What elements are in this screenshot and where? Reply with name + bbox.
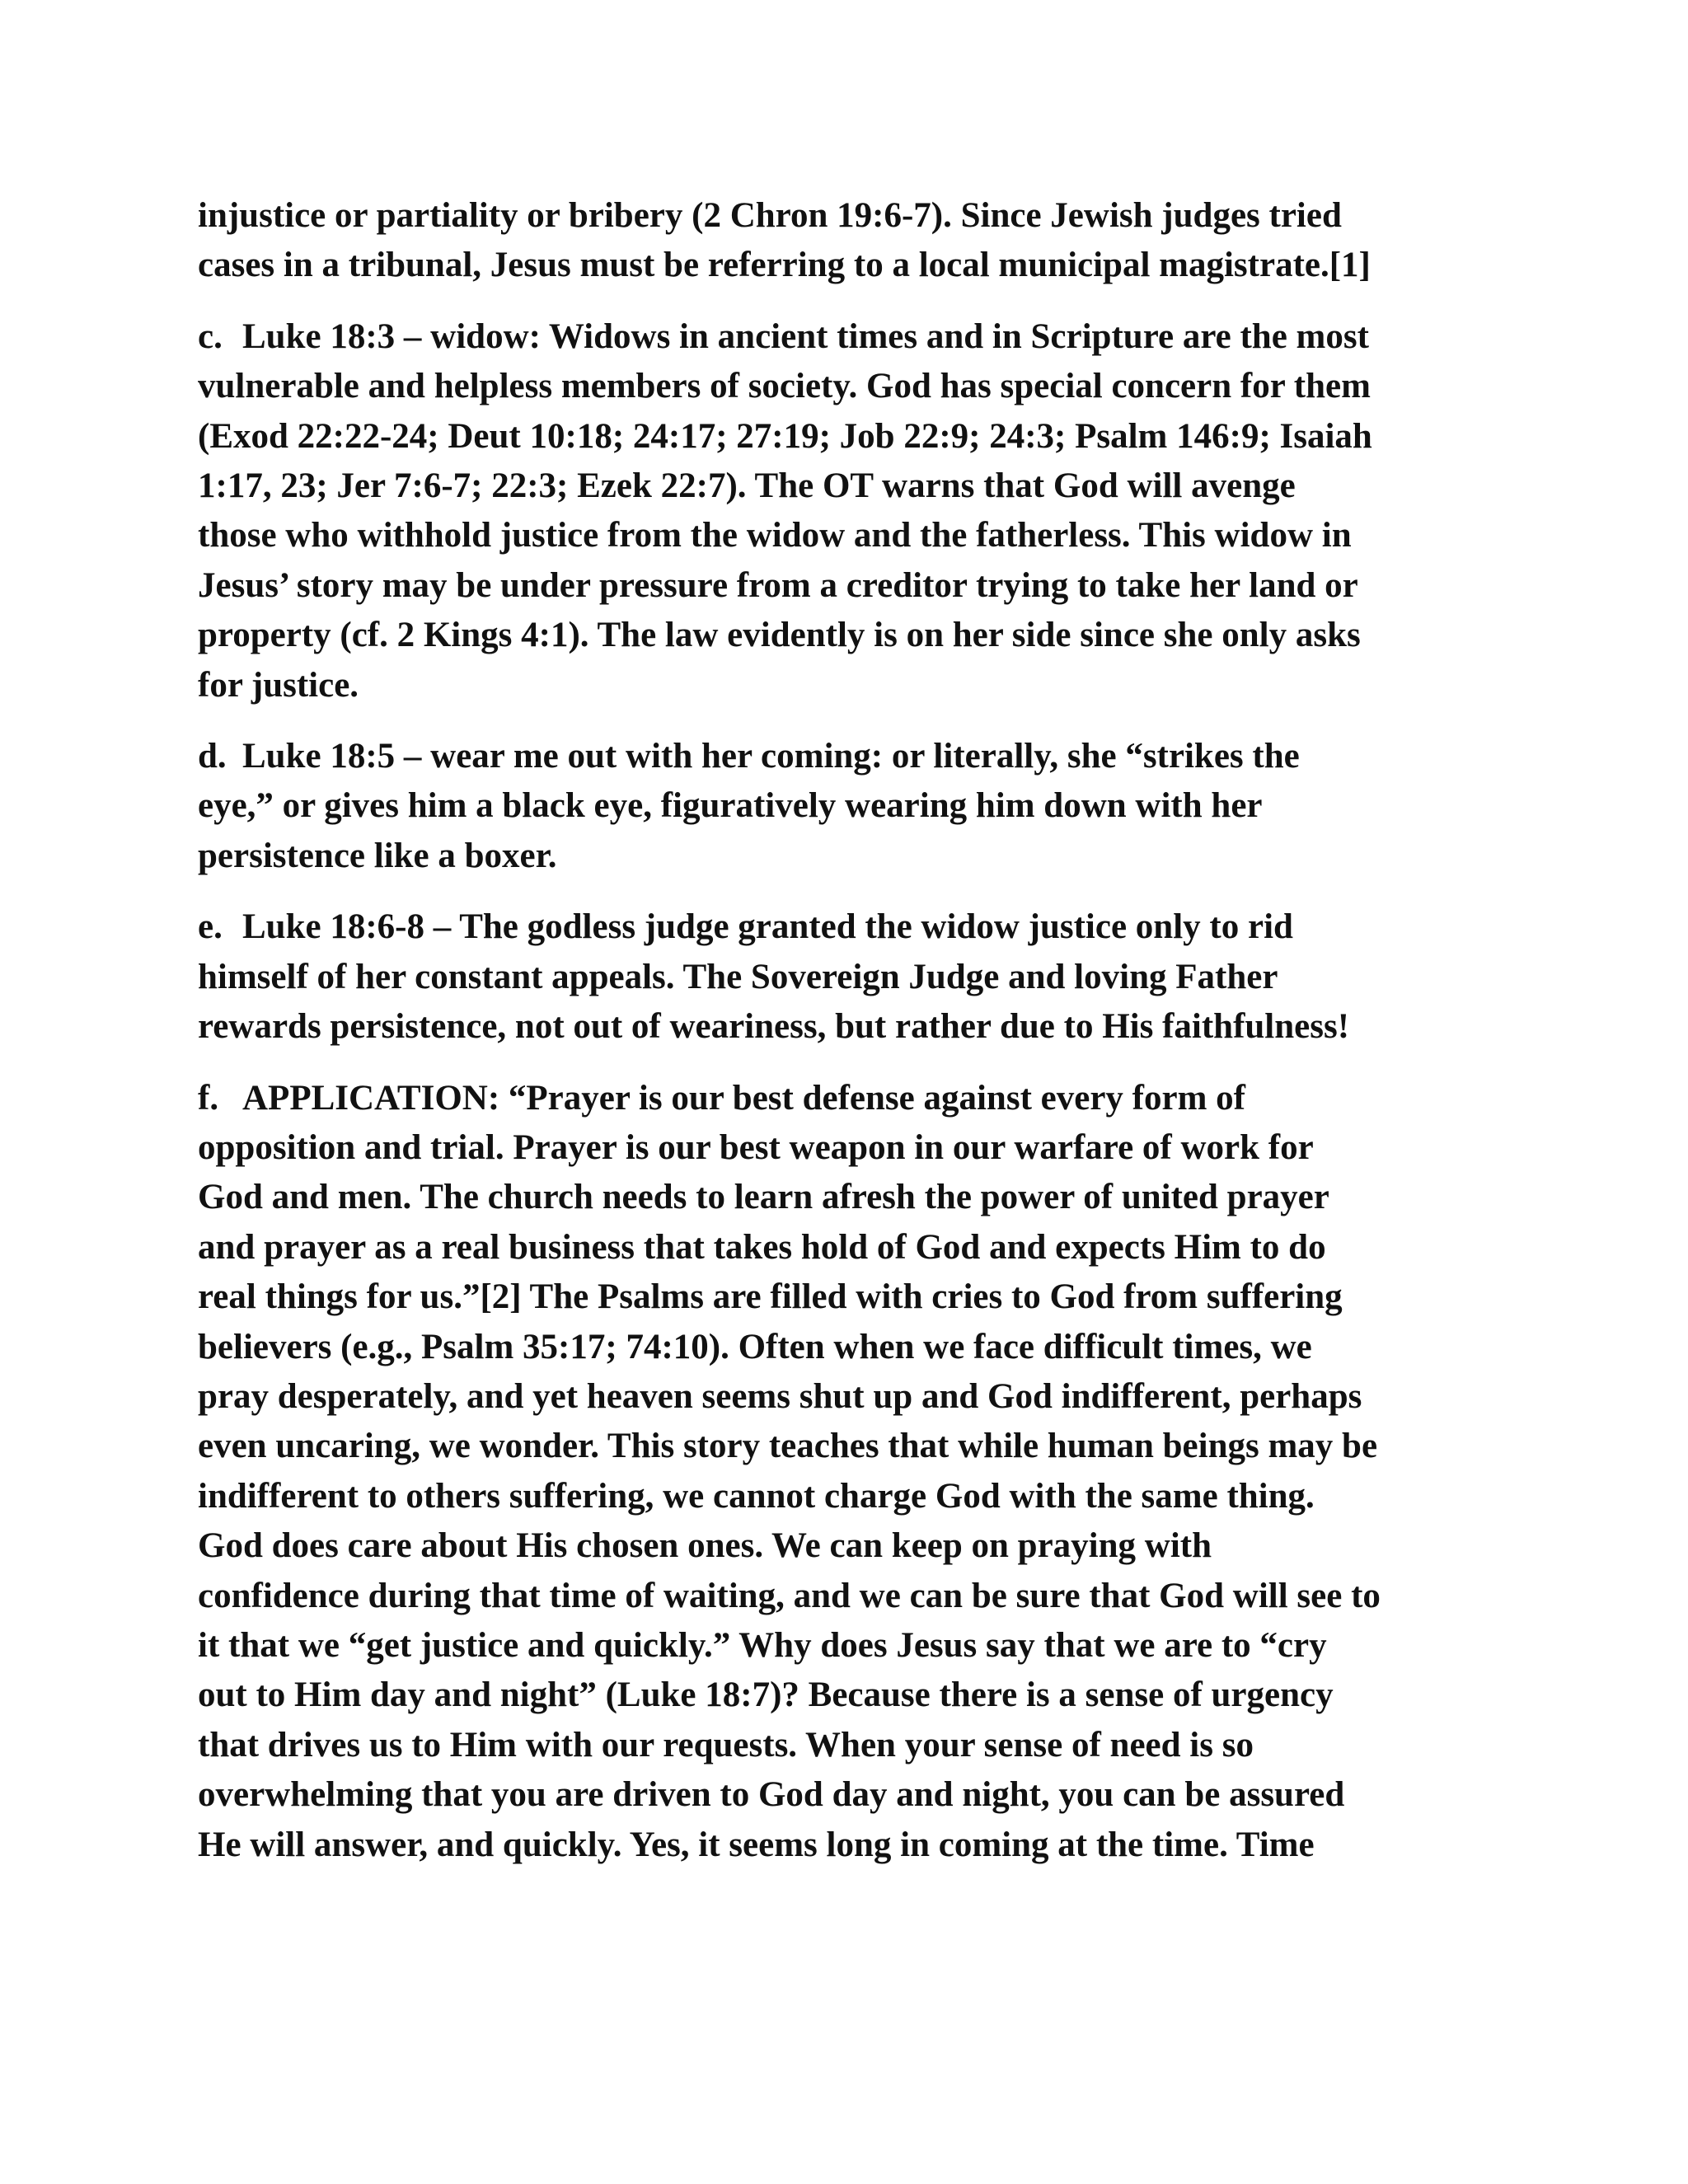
text-line: confidence during that time of waiting, and we can be sure that God will see to xyxy=(198,1576,1381,1615)
text-line: opposition and trial. Prayer is our best weapon in our warfare of work for xyxy=(198,1127,1314,1167)
text-line: 1:17, 23; Jer 7:6-7; 22:3; Ezek 22:7). The OT warns that God will avenge xyxy=(198,466,1296,506)
text-line: believers (e.g., Psalm 35:17; 74:10). Often when we face difficult times, we xyxy=(198,1327,1312,1366)
text-line: for justice. xyxy=(198,665,359,705)
text-line: Jesus’ story may be under pressure from a creditor trying to take her land or xyxy=(198,565,1358,605)
text-line: that drives us to Him with our requests. When your sense of need is so xyxy=(198,1725,1254,1765)
text-line: cases in a tribunal, Jesus must be referring to a local municipal magistrate.[1] xyxy=(198,246,1371,285)
text-line: it that we “get justice and quickly.” Why does Jesus say that we are to “cry xyxy=(198,1625,1327,1665)
paragraph-f xyxy=(198,1074,1484,1871)
text-line: real things for us.”[2] The Psalms are filled with cries to God from suffering xyxy=(198,1277,1343,1317)
list-marker: f. xyxy=(198,1078,219,1118)
text-line-content: Luke 18:5 – wear me out with her coming: or literally, she “strikes the xyxy=(242,737,1300,776)
paragraph-continuation xyxy=(198,191,1484,291)
text-line-content: Luke 18:3 – widow: Widows in ancient times and in Scripture are the most xyxy=(242,316,1369,356)
text-line: himself of her constant appeals. The Sovereign Judge and loving Father xyxy=(198,957,1278,996)
text-line xyxy=(198,312,1484,362)
text-line xyxy=(198,732,1484,781)
text-line: rewards persistence, not out of weariness, but rather due to His faithfulness! xyxy=(198,1007,1350,1047)
document-body xyxy=(198,191,1484,1891)
text-line: those who withhold justice from the widow and the fatherless. This widow in xyxy=(198,516,1352,555)
text-line: injustice or partiality or bribery (2 Chron 19:6-7). Since Jewish judges tried xyxy=(198,196,1342,235)
list-marker: e. xyxy=(198,907,223,947)
text-line-content: Luke 18:6-8 – The godless judge granted the widow justice only to rid xyxy=(242,907,1293,947)
list-marker: c. xyxy=(198,316,223,356)
paragraph-d xyxy=(198,732,1484,881)
text-line: even uncaring, we wonder. This story teaches that while human beings may be xyxy=(198,1427,1378,1466)
text-line: indifferent to others suffering, we cannot charge God with the same thing. xyxy=(198,1476,1315,1516)
text-line: He will answer, and quickly. Yes, it seems long in coming at the time. Time xyxy=(198,1825,1315,1864)
text-line xyxy=(198,1074,1484,1123)
text-line: pray desperately, and yet heaven seems shut up and God indifferent, perhaps xyxy=(198,1376,1362,1416)
text-line-content: APPLICATION: “Prayer is our best defense against every form of xyxy=(242,1078,1245,1118)
text-line: God does care about His chosen ones. We can keep on praying with xyxy=(198,1526,1212,1566)
text-line: and prayer as a real business that takes hold of God and expects Him to do xyxy=(198,1227,1326,1267)
text-line: eye,” or gives him a black eye, figuratively wearing him down with her xyxy=(198,786,1263,826)
text-line: persistence like a boxer. xyxy=(198,836,557,875)
text-line xyxy=(198,902,1484,952)
list-marker: d. xyxy=(198,737,227,776)
text-line: overwhelming that you are driven to God day and night, you can be assured xyxy=(198,1775,1345,1815)
text-line: out to Him day and night” (Luke 18:7)? Because there is a sense of urgency xyxy=(198,1675,1334,1715)
paragraph-e xyxy=(198,902,1484,1052)
text-line: (Exod 22:22-24; Deut 10:18; 24:17; 27:19; Job 22:9; 24:3; Psalm 146:9; Isaiah xyxy=(198,416,1372,456)
text-line: vulnerable and helpless members of society. God has special concern for them xyxy=(198,367,1371,406)
text-line: property (cf. 2 Kings 4:1). The law evidently is on her side since she only asks xyxy=(198,616,1361,655)
paragraph-c xyxy=(198,312,1484,710)
text-line: God and men. The church needs to learn afresh the power of united prayer xyxy=(198,1178,1329,1217)
